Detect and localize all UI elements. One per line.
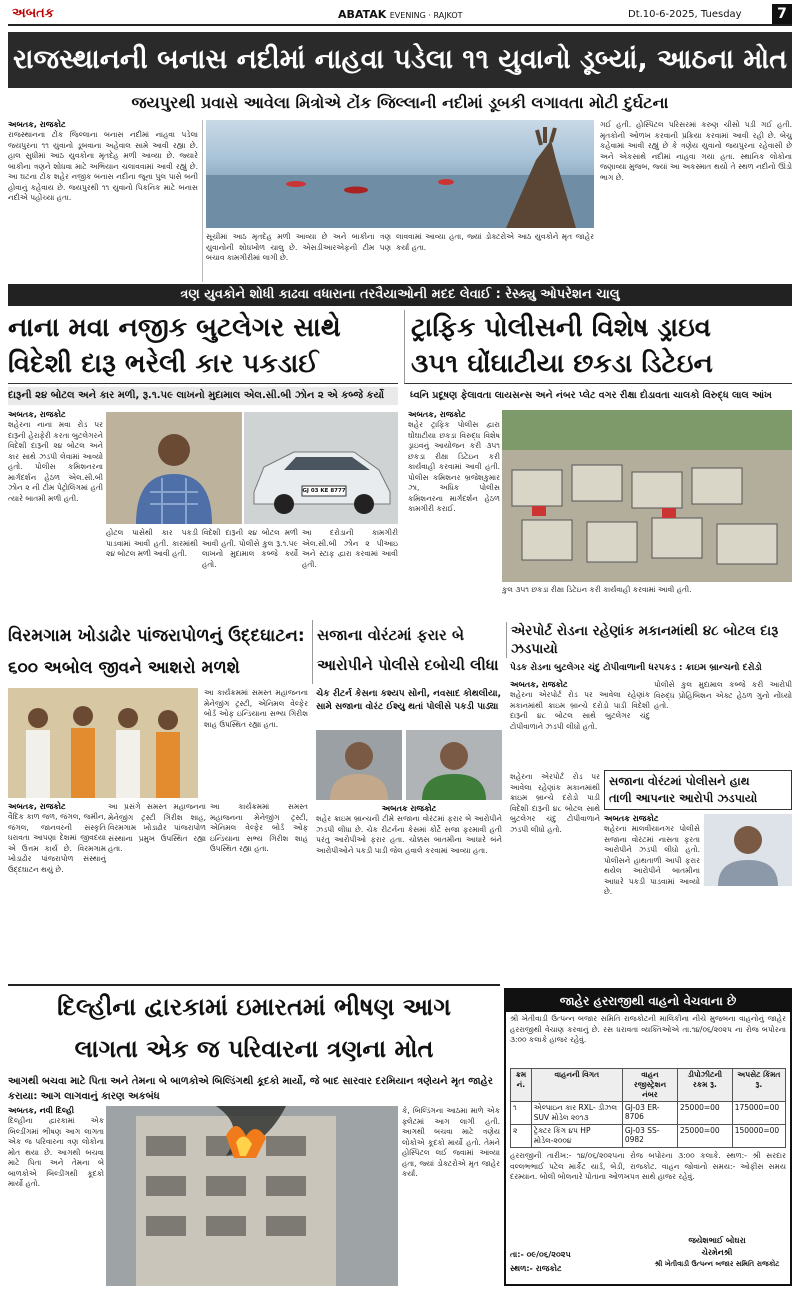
story1-col5 (600, 120, 792, 282)
vehicle-description: એલ્પાઇન કાર RXL- ડીઝલ SUV મોડેલ ૨૦૧૩ (531, 1102, 622, 1125)
deposit-amount: 25000=00 (678, 1125, 733, 1148)
story8-dateline: અબતક, નવી દિલ્હી (8, 1106, 75, 1115)
story4-col3-text: આ કાર્યક્રમમાં સમસ્ત મહાજનના મેનેજીંગ ટ્રસ્ટી, એનિમલ વેલ્ફેર બોર્ડ ઓફ ઇન્ડિયાના સભ્ય ગિરીશ શાહ ઉપસ્થિત રહ્યા હતા. (210, 802, 308, 853)
story4-headline-line1: વિરમગામ ખોડાઢોર પાંજરાપોળનું ઉદ્દઘાટન: (8, 626, 305, 646)
story8-col2-text: કે, બિલ્ડિંગના આઠમા માળે એક ફ્લેટમાં આગ લાગી હતી. આગથી બચવા માટે ત્રણેય લોકોએ કૂદકો માર્યો હતો. તેમને હોસ્પિટલ લઈ જવામાં આવ્યા હતા, જ્યાં ડોક્ટરોએ મૃત જાહેર કર્યા. (402, 1106, 500, 1178)
car-icon (244, 412, 398, 524)
car-number-plate: GJ 03 KE 8777 (302, 488, 346, 494)
story6-col1 (510, 680, 650, 770)
story5-headline-line1: સજાના વોરંટમાં ફરાર બે (317, 626, 464, 644)
story5-body (316, 804, 502, 980)
story1-headline: રાજસ્થાનની બનાસ નદીમાં નાહવા પડેલા ૧૧ યુવાનો ડૂબ્યાં, આઠના મોત (8, 32, 792, 88)
story7-headline-line1: સજાના વોરંટમાં પોલીસને હાથ (609, 774, 750, 788)
story1-dateline: અબતક, રાજકોટ (8, 120, 66, 129)
accused-1-photo (316, 730, 402, 800)
table-row (511, 1102, 786, 1125)
story2-headline (8, 310, 398, 384)
story4-col1 (8, 802, 106, 980)
story4-headline-line2: ૬૦૦ અબોલ જીવને આશરો મળશે (8, 658, 240, 678)
story8-col1 (8, 1106, 104, 1286)
notice-date: તા:- ૦૯/૦૬/૨૦૨૫ (510, 1250, 571, 1259)
story1-col1 (8, 120, 203, 282)
deposit-amount: 25000=00 (678, 1102, 733, 1125)
table-row (511, 1125, 786, 1148)
story5-headline (312, 620, 502, 684)
notice-title: જાહેર હરરાજીથી વાહનો વેચવાના છે (506, 990, 790, 1012)
story6-headline: એરપોર્ટ રોડના રહેણાંક મકાનમાંથી ૪૮ બોટલ દારૂ ઝડપાયો (506, 622, 792, 658)
story7-headline-line2: તાળી આપનાર આરોપી ઝડપાયો (609, 791, 758, 805)
story6-col3-text: શહેરના એરપોર્ટ રોડ પર આવેલા રહેણાંક મકાનમાંથી ક્રાઇમ બ્રાન્ચે દરોડો પાડી વિદેશી દારૂની ૪૮ બોટલ સાથે બુટલેગર ચંદુ ટોપીવાળાને ઝડપી લીધો હતો. (510, 772, 600, 834)
accused-photo (106, 412, 242, 524)
fire-scene-icon (106, 1106, 398, 1286)
building-fire-photo (106, 1106, 398, 1286)
story4-col-intro: આ કાર્યક્રમમાં સમસ્ત મહાજનના મેનેજીંગ ટ્રસ્ટી, એનિમલ વેલ્ફેર બોર્ડ ઓફ ઇન્ડિયાના સભ્ય ગિરીશ શાહ ઉપસ્થિત રહ્યા હતા. (204, 688, 308, 729)
story3-headline-line2: ૩૫૧ ઘોંઘાટીયા છકડા ડિટેઇન (411, 349, 713, 379)
story2-col2-text: હોટલ પાસેથી કાર પકડી પાડવામાં આવી હતી. કારમાંથી ૨૪ બોટલ મળી આવી હતી. (106, 528, 198, 558)
story7-col1 (604, 814, 700, 980)
story2-headline-line2: વિદેશી દારૂ ભરેલી કાર પકડાઈ (8, 349, 319, 379)
story3-dateline: અબતક, રાજકોટ (408, 410, 466, 419)
col-header: ક્રમ નં. (511, 1069, 532, 1102)
ceremony-icon (8, 688, 198, 798)
story2-subhead: દારૂની ૨૪ બોટલ અને કાર મળી, રૂ.૧.૫૯ લાખનો મુદામાલ એલ.સી.બી ઝોન ૨ એ કબ્જે કર્યો (8, 387, 398, 405)
notice-table-wrap (506, 1068, 790, 1148)
story3-headline-line1: ટ્રાફિક પોલીસની વિશેષ ડ્રાઇવ (411, 313, 711, 343)
notice-table (510, 1068, 786, 1148)
registration-number: GJ-03 ER-8706 (622, 1102, 677, 1125)
notice-footer (506, 1236, 790, 1284)
col-header: વાહનની વિગત (531, 1069, 622, 1102)
story8-headline (8, 984, 500, 1072)
person-icon (406, 730, 502, 800)
notice-signatory: જયેશભાઈ બોઘરા (688, 1236, 746, 1245)
issue-date: Dt.10-6-2025, Tuesday (628, 9, 742, 20)
seized-car-photo (244, 412, 398, 524)
story8-col1-text: દિલ્હીના દ્વારકામાં એક બિલ્ડીંગમાં ભીષણ આગ લાગતા એક જ પરિવારના ત્રણ લોકોના મોત થયા છે. આગથી બચવા માટે પિતા અને તેમના બે બાળકોએ બિલ્ડીંગથી કૂદકો માર્યો હતો. (8, 1116, 104, 1188)
story3-col1 (408, 410, 500, 616)
registration-number: GJ-03 SS-0982 (622, 1125, 677, 1148)
story2-dateline: અબતક, રાજકોટ (8, 410, 66, 419)
story8-subhead: આગથી બચવા માટે પિતા અને તેમના બે બાળકોએ બિલ્ડિંગથી કૂદકો માર્યો, જે બાદ સારવાર દરમિયાન ત્રણેયને મૃત જાહેર કરાયા: આગ લાગવાનું કારણ અકબંધ (8, 1076, 493, 1102)
story6-col1-text: શહેરના એરપોર્ટ રોડ પર આવેલા રહેણાંક મકાનમાંથી ક્રાઇમ બ્રાન્ચે દરોડો પાડી વિદેશી દારૂની ૪૮ બોટલ સાથે બુટલેગર ચંદુ ટોપીવાળાને ઝડપી લીધો હતો. (510, 690, 650, 731)
story5-subhead: ચેક રીટર્ન કેસના કશ્યપ સોની, નવસાદ કોથલીયા, સામે સજાના વોરંટ ઈશ્યુ થતાં પોલીસે પકડી પાડ્યા (316, 689, 501, 712)
detained-rickshaws-photo (502, 410, 792, 582)
accused-2-photo (406, 730, 502, 800)
notice-sign-org: શ્રી ખેતીવાડી ઉત્પન્ન બજાર સમિતિ રાજકોટ (654, 1260, 780, 1268)
river-rescue-photo (206, 120, 594, 228)
row-number: ૨ (511, 1125, 532, 1148)
story1-banner: ત્રણ યુવકોને શોધી કાઢવા વધારાના તરવૈયાઓની મદદ લેવાઈ : રેસ્ક્યુ ઓપરેશન ચાલુ (8, 284, 792, 306)
story8-headline-line2: લાગતા એક જ પરિવારના ત્રણના મોત (74, 1035, 434, 1063)
person-icon (106, 412, 242, 524)
inauguration-photo (8, 688, 198, 798)
masthead (8, 4, 792, 26)
story1-col3-text: સૂચીમાં આઠ મૃતદેહ મળી આવ્યા છે અને બાકીના ત્રણ યુવાનોની શોધખોળ ચાલુ છે. એસડીઆરએફની ટીમ પણ બચાવ કામગીરીમાં લાગી છે. (206, 232, 391, 262)
story4-col1-text: વૈદિક કાળ જળ, જંગલ, જમીન, જંગલ, જાનવરની સંસ્કૃતિ ધરાવતા આપણા દેશમાં જીવદયા એ ઉત્તમ કાર્ય છે. વિરમગામ ખોડાઢોર પાંજરાપોળ સંસ્થાનું ઉદ્દઘાટન થયું છે. (8, 812, 106, 874)
paper-title: ABATAK (338, 8, 387, 21)
story7-body-text: શહેરના માલવીયાનગર પોલીસે સજાના વોરંટમાં નાસતા ફરતા આરોપીને ઝડપી લીધો હતો. પોલીસને હાથતાળી આપી ફરાર થયેલ આરોપીને બાતમીના આધારે પકડી પાડવામાં આવ્યો છે. (604, 824, 700, 896)
story8-headline-line1: દિલ્હીના દ્વારકામાં ઇમારતમાં ભીષણ આગ (57, 993, 451, 1021)
col-header: ડીપોઝીટની રકમ રૂ. (678, 1069, 733, 1102)
notice-terms: હરરાજીની તારીખ:- ૧૪/૦૬/૨૦૨૫ના રોજ બપોરના ૩:૦૦ કલાકે. સ્થળ:- શ્રી સરદાર વલ્લભભાઈ પટેલ માર્કેટ યાર્ડ, બેડી, રાજકોટ. વાહન જોવાનો સમય:- ઓફીસ સમય દરમ્યાન. બોલી બોલનારે પોતાના ઓળખપત્ર સાથે હાજર રહેવું. (510, 1151, 786, 1181)
notice-table-header (511, 1069, 786, 1102)
story7-headline (604, 770, 792, 810)
story3-headline (404, 310, 792, 384)
edition-label: EVENING · RAJKOT (389, 11, 463, 20)
story3-subhead: ધ્વનિ પ્રદૂષણ ફેલાવતા લાયસન્સ અને નંબર પ્લેટ વગર રીક્ષા દોડાવતા ચાલકો વિરુદ્ધ લાલ આંખ (410, 390, 772, 401)
story4-col2-text: આ પ્રસંગે સમસ્ત મહાજનના મેનેજીંગ ટ્રસ્ટી ગિરીશ શાહ, વિરમગામ ખોડાઢોર પાંજરાપોળ સંસ્થાના પ્રમુખ ઉપસ્થિત રહ્યા હતા. (108, 802, 206, 853)
story4-headline (8, 620, 308, 684)
col-header: વાહન રજીસ્ટ્રેશન નંબર (622, 1069, 677, 1102)
story5-headline-line2: આરોપીને પોલીસે દબોચી લીધા (317, 656, 499, 674)
page-number: 7 (772, 4, 792, 24)
rickshaw-yard-icon (502, 410, 792, 582)
story3-col1-text: શહેર ટ્રાફિક પોલીસ દ્વારા ઘોંઘાટીયા છકડા વિરુદ્ધ વિશેષ ડ્રાઇવનું આયોજન કરી ૩૫૧ છકડા રીક્ષા ડિટેઇન કરી કાર્યવાહી કરવામાં આવી હતી. પોલીસ કમિશનર બ્રજેશકુમાર ઝા, અધિક પોલીસ કમિશનરના માર્ગદર્શન હેઠળ કામગીરી કરાઈ. (408, 420, 500, 513)
story1-col4-text: લાવવામાં આવ્યા હતા, જ્યાં ડોક્ટરોએ આઠ યુવકોને મૃત જાહેર કર્યા હતા. (396, 232, 594, 252)
col-header: અપસેટ કિંમત રૂ. (732, 1069, 785, 1102)
logo: અબતક (12, 6, 54, 21)
story2-col4-text: આ દરોડાની કામગીરી એલ.સી.બી ઝોન ૨ પીઆઇ અને સ્ટાફ દ્વારા કરવામાં આવી હતી. (302, 528, 398, 569)
story5-body-text: શહેર ક્રાઇમ બ્રાન્ચની ટીમે સજાના વોરંટમાં ફરાર બે આરોપીને ઝડપી લીધા છે. ચેક રીટર્નના કેસમાં કોર્ટે સજા ફરમાવી હતી પરંતુ આરોપીઓ ફરાર હતા. ચોક્કસ બાતમીના આધારે બંને આરોપીઓને પકડી પાડી જેલ હવાલે કરવામાં આવ્યા હતા. (316, 814, 502, 855)
story1-subhead: જયપુરથી પ્રવાસે આવેલા મિત્રોએ ટોંક જિલ્લાની નદીમાં ડૂબકી લગાવતા મોટી દુર્ઘટના (131, 93, 669, 112)
accused-3-photo (704, 814, 792, 886)
story6-dateline: અબતક, રાજકોટ (510, 680, 568, 689)
notice-sign-title: ચેરમેનશ્રી (701, 1248, 733, 1257)
story4-dateline: અબતક, રાજકોટ (8, 802, 66, 811)
notice-place: સ્થળ:- રાજકોટ (510, 1264, 562, 1273)
story6-subhead: પેડક રોડના બુટલેગર ચંદુ ટોપીવાળાની ધરપકડ : ક્રાઇમ બ્રાન્ચનો દરોડો (510, 663, 762, 673)
story1-col1-text: રાજસ્થાનના ટોંક જિલ્લાના બનાસ નદીમાં નાહવા પડેલા જયપુરના ૧૧ યુવાનો ડૂબવાના અહેવાલ સામે આવી રહ્યા છે. હાલ સુધીમાં આઠ યુવકોના મૃતદેહ મળી આવ્યા છે. જ્યારે બાકીના ત્રણને શોધવા માટે અભિયાન ચલાવવામાં આવી રહ્યું છે. આ ઘટના ટોંક શહેર નજીક બનાસ નદીના જૂના પુલ પાસે બની હોવાનું કહેવાય છે. જયપુરથી ૧૧ યુવાનો પિકનિક માટે બનાસ નદીએ પહોંચ્યા હતા. (8, 130, 198, 202)
story2-col1 (8, 410, 103, 616)
story2-col3-text: વિદેશી દારૂની ૨૪ બોટલ મળી આવી હતી. પોલીસે કુલ રૂ.૧.૫૯ લાખનો મુદામાલ કબ્જે કર્યો હતો. (202, 528, 298, 569)
vehicle-description: ટ્રેક્ટર કિંગ ૪૫ HP મોડેલ-૨૦૦૪ (531, 1125, 622, 1148)
river-scene-icon (206, 120, 594, 228)
upset-price: 150000=00 (732, 1125, 785, 1148)
row-number: ૧ (511, 1102, 532, 1125)
notice-intro: શ્રી ખેતીવાડી ઉત્પન્ન બજાર સમિતિ રાજકોટની માલિકીના નીચે મુજબના વાહનોનું જાહેર હરરાજીથી વેચાણ કરવાનું છે. રસ ધરાવતા વ્યક્તિઓએ તા.૧૪/૦૬/૨૦૨૫ ના રોજ બપોરના ૩:૦૦ કલાકે હાજર રહેવું. (510, 1014, 786, 1044)
auction-notice (504, 988, 792, 1286)
story2-headline-line1: નાના મવા નજીક બુટલેગર સાથે (8, 313, 341, 343)
person-icon (704, 814, 792, 886)
story6-col2-text: પોલીસે કુલ મુદામાલ કબ્જે કરી આરોપી વિરુદ્ધ પ્રોહિબિશન એક્ટ હેઠળ ગુનો નોંધ્યો હતો. (654, 680, 792, 710)
story5-dateline: અબતક રાજકોટ (381, 804, 437, 813)
story3-col2-text: કુલ ૩૫૧ છકડા રીક્ષા ડિટેઇન કરી કાર્યવાહી કરવામાં આવી હતી. (502, 585, 692, 594)
upset-price: 175000=00 (732, 1102, 785, 1125)
story2-col1-text: શહેરના નાના મવા રોડ પર દારૂની હેરાફેરી કરતા બુટલેગરને વિદેશી દારૂની ૨૪ બોટલ અને કાર સાથે ઝડપી લેવામાં આવ્યો હતો. પોલીસ કમિશનરના માર્ગદર્શન હેઠળ એલ.સી.બી ઝોન ૨ ની ટીમ પેટ્રોલિંગમાં હતી ત્યારે બાતમી મળી હતી. (8, 420, 103, 503)
story7-dateline: અબતક રાજકોટ (604, 814, 659, 823)
person-icon (316, 730, 402, 800)
paper-name (338, 8, 463, 21)
story1-col5-text: ગઈ હતી. હોસ્પિટલ પરિસરમાં કરુણ ચીસો પડી ગઈ હતી. મૃતકોની ઓળખ કરવાની પ્રક્રિયા કરવામાં આવી રહી છે. બેચુ કહેવામાં આવી રહ્યું છે કે ત્રણેય યુવાનો જયપુરના રહેવાસી છે અને એકસાથે નદીમાં નાહવા ગયા હતા. સ્થાનિક લોકોના જણાવ્યા મુજબ, જ્યાં આ અકસ્માત થયો તે સ્થળ નદીનો ઊંડો ભાગ છે. (600, 120, 792, 182)
